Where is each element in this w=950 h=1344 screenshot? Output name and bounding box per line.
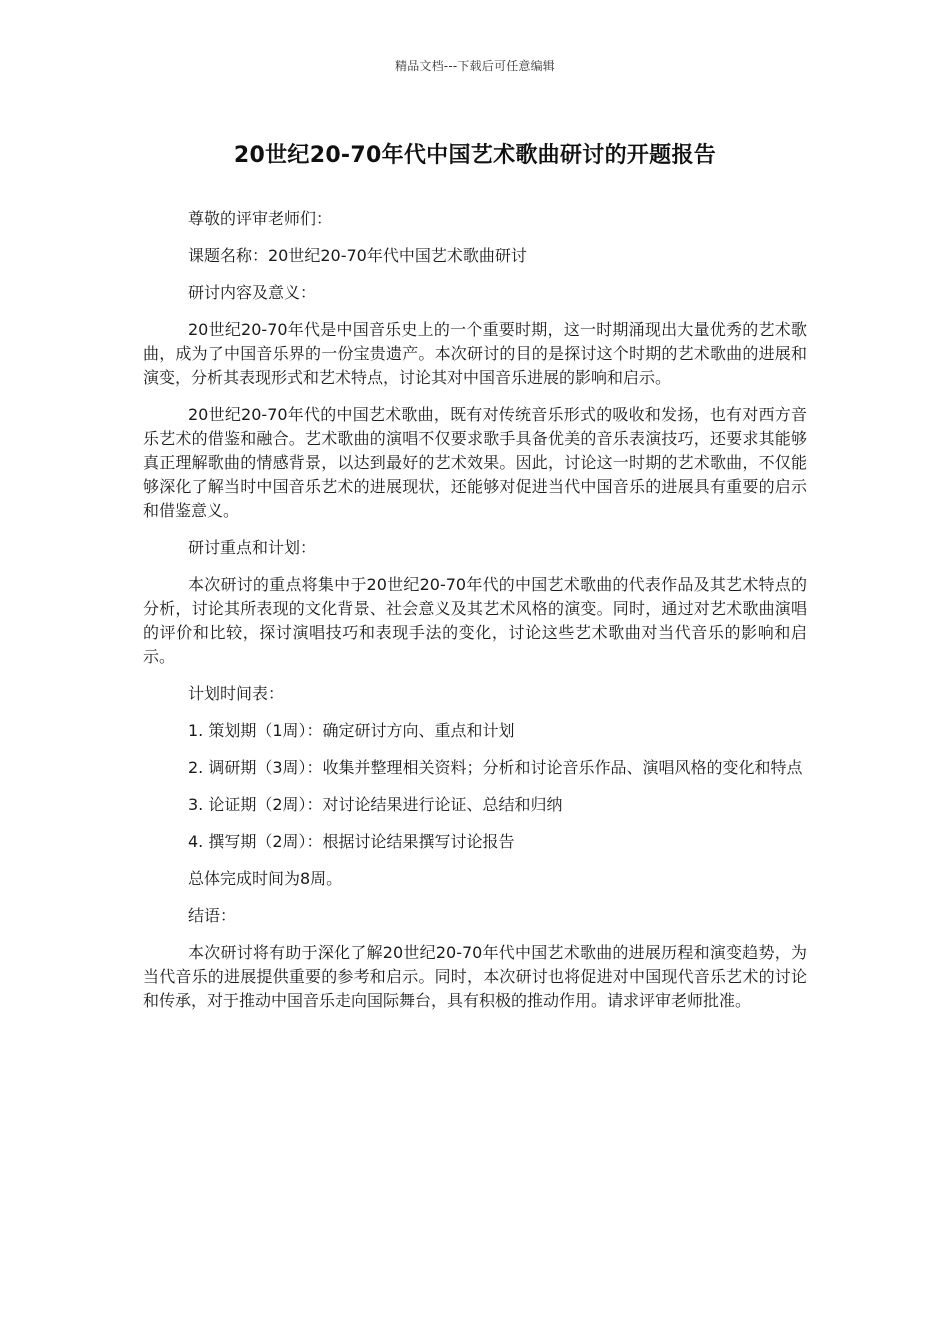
document-body xyxy=(143,207,807,1026)
document-title: 20世纪20-70年代中国艺术歌曲研讨的开题报告 xyxy=(233,143,717,168)
body-paragraph: 20世纪20-70年代是中国音乐史上的一个重要时期，这一时期涌现出大量优秀的艺术歌曲，成为了中国音乐界的一份宝贵遗产。本次研讨的目的是探讨这个时期的艺术歌曲的进展和演变，分析其表现形式和艺术特点，讨论其对中国音乐进展的影响和启示。 xyxy=(143,320,807,387)
section-heading-schedule: 计划时间表： xyxy=(188,684,285,703)
topic-name: 课题名称：20世纪20-70年代中国艺术歌曲研讨 xyxy=(188,246,527,265)
schedule-item: 2. 调研期（3周）：收集并整理相关资料；分析和讨论音乐作品、演唱风格的变化和特点 xyxy=(188,758,803,777)
section-heading-content: 研讨内容及意义： xyxy=(188,283,317,302)
total-duration: 总体完成时间为8周。 xyxy=(188,869,343,888)
body-paragraph: 本次研讨将有助于深化了解20世纪20-70年代中国艺术歌曲的进展历程和演变趋势，为当代音乐的进展提供重要的参考和启示。同时，本次研讨也将促进对中国现代音乐艺术的讨论和传承，对于推动中国音乐走向国际舞台，具有积极的推动作用。请求评审老师批准。 xyxy=(143,943,807,1010)
section-heading-conclusion: 结语： xyxy=(188,906,237,925)
salutation: 尊敬的评审老师们： xyxy=(188,209,333,228)
section-heading-plan: 研讨重点和计划： xyxy=(188,538,317,557)
page-header-watermark: 精品文档---下载后可任意编辑 xyxy=(395,59,555,73)
schedule-item: 3. 论证期（2周）：对讨论结果进行论证、总结和归纳 xyxy=(188,795,563,814)
body-paragraph: 本次研讨的重点将集中于20世纪20-70年代的中国艺术歌曲的代表作品及其艺术特点的分析，讨论其所表现的文化背景、社会意义及其艺术风格的演变。同时，通过对艺术歌曲演唱的评价和比较，探讨演唱技巧和表现手法的变化，讨论这些艺术歌曲对当代音乐的影响和启示。 xyxy=(143,575,807,666)
schedule-item: 1. 策划期（1周）：确定研讨方向、重点和计划 xyxy=(188,721,515,740)
schedule-item: 4. 撰写期（2周）：根据讨论结果撰写讨论报告 xyxy=(188,832,515,851)
body-paragraph: 20世纪20-70年代的中国艺术歌曲，既有对传统音乐形式的吸收和发扬，也有对西方音乐艺术的借鉴和融合。艺术歌曲的演唱不仅要求歌手具备优美的音乐表演技巧，还要求其能够真正理解歌曲的情感背景，以达到最好的艺术效果。因此，讨论这一时期的艺术歌曲，不仅能够深化了解当时中国音乐艺术的进展现状，还能够对促进当代中国音乐的进展具有重要的启示和借鉴意义。 xyxy=(143,405,807,520)
